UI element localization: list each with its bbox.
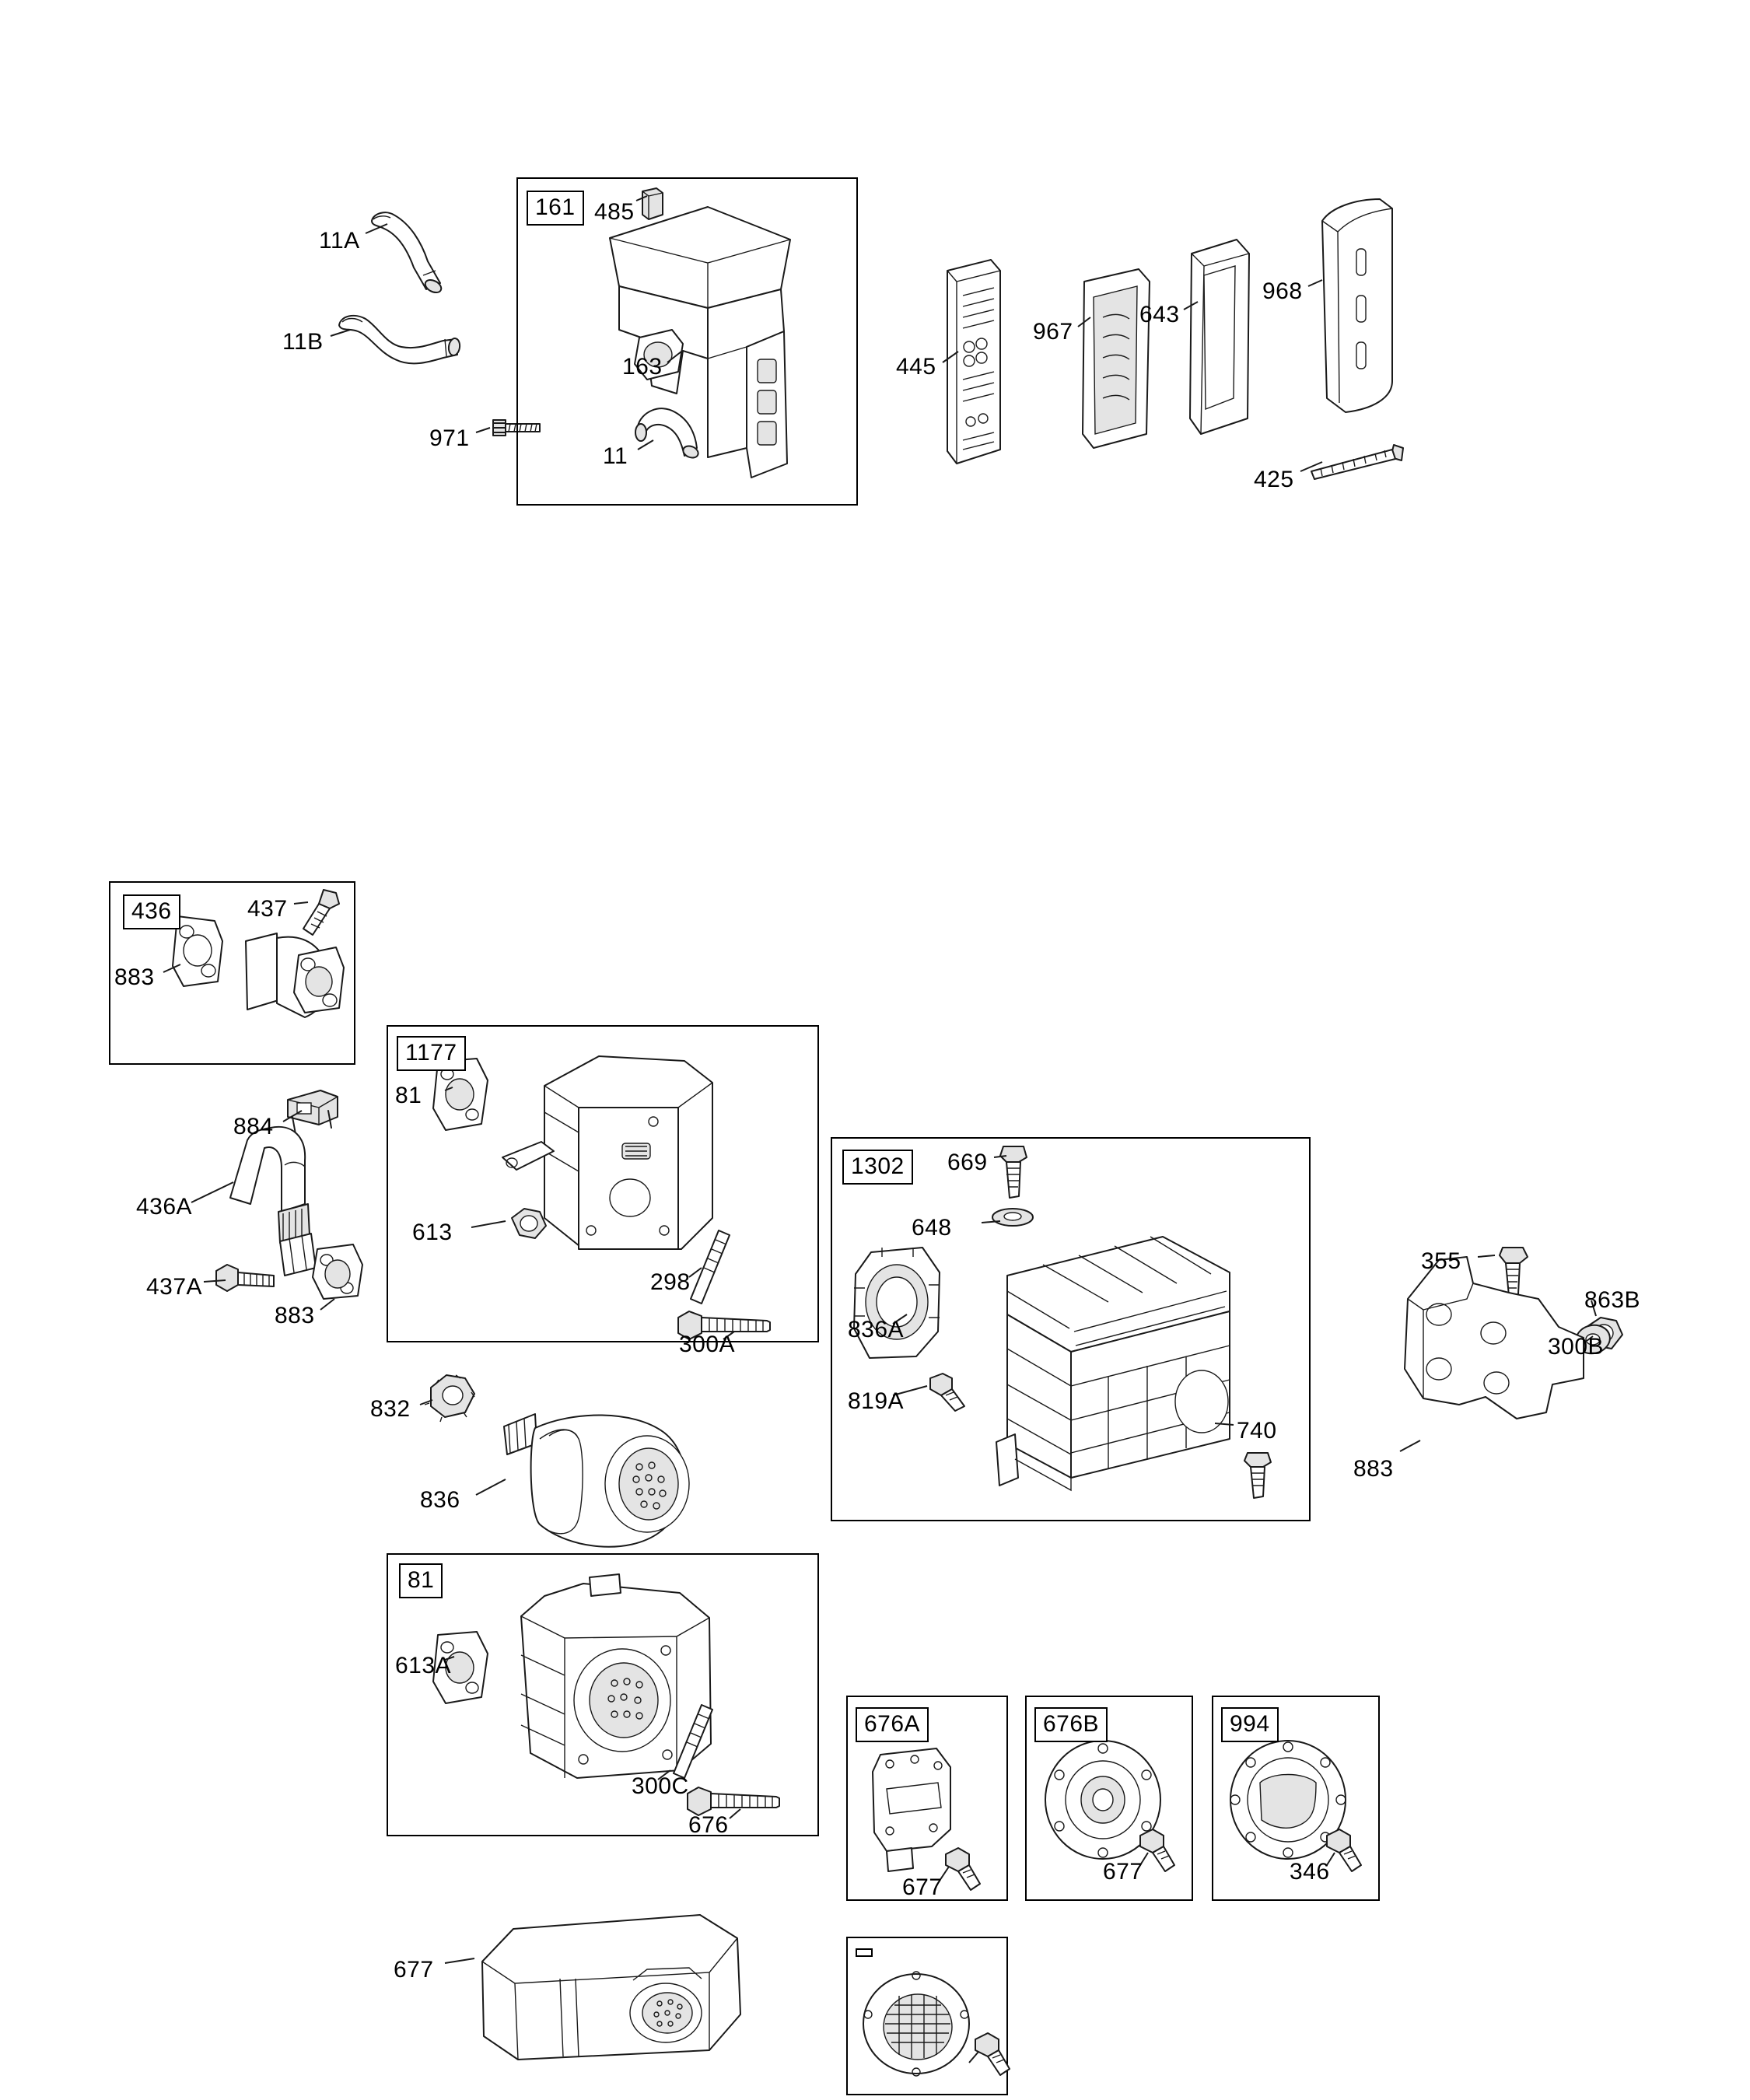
- group-label-300: 1177: [397, 1036, 466, 1071]
- part-437-bolt: [296, 887, 350, 941]
- callout-968: 968: [1262, 278, 1303, 304]
- part-836-screw-2: [1241, 1448, 1280, 1504]
- part-437a-bolt: [212, 1258, 282, 1305]
- callout-11a: 11A: [319, 228, 360, 254]
- part-863b-bracket: [1392, 1252, 1594, 1470]
- callout-485: 485: [594, 199, 635, 225]
- callout-1302: 648: [912, 1215, 952, 1241]
- callout-643: 643: [1139, 302, 1180, 327]
- part-300c-muffler: [467, 1898, 762, 2077]
- callout-967: 967: [1033, 319, 1073, 345]
- group-label-436: 436: [123, 894, 180, 929]
- callout-740: 863B: [1584, 1287, 1641, 1313]
- group-label-161: 161: [527, 191, 584, 226]
- part-445-screen: [940, 255, 1008, 473]
- callout-836: 669: [947, 1150, 988, 1175]
- callout-436a: 436A: [136, 1194, 193, 1220]
- callout-883-d: 613A: [395, 1653, 452, 1678]
- part-669-retainer: [848, 1241, 949, 1366]
- group-label-300b: 81: [399, 1563, 443, 1598]
- callout-883-a: 883: [114, 964, 155, 990]
- callout-81-a: 298: [650, 1269, 691, 1295]
- callout-863b: 883: [1353, 1456, 1394, 1482]
- group-label-676: 676A: [856, 1707, 929, 1742]
- callout-437a: 437A: [146, 1274, 203, 1300]
- callout-1177: 613: [412, 1220, 453, 1245]
- callout-355: 300B: [1548, 1334, 1605, 1360]
- callout-883-c: 81: [395, 1083, 422, 1108]
- part-161-blower-housing: [591, 191, 848, 495]
- callout-884: 884: [233, 1114, 274, 1139]
- part-81-stud: [684, 1226, 739, 1311]
- part-1177-nut: [506, 1204, 552, 1246]
- callout-677-a: 677: [902, 1874, 943, 1900]
- callout-677-b: 677: [1103, 1859, 1143, 1885]
- part-968-cover: [1311, 194, 1405, 420]
- callout-437: 437: [247, 896, 288, 922]
- part-648-screw: [926, 1369, 969, 1412]
- part-436-exhaust-elbow: [233, 926, 350, 1034]
- part-836a-air-cleaner-body: [968, 1221, 1264, 1501]
- callout-11: 11: [603, 443, 628, 469]
- callout-425: 425: [1254, 467, 1294, 492]
- callout-300a: 836: [420, 1487, 460, 1513]
- part-643-frame: [1181, 233, 1258, 443]
- part-967-filter: [1072, 263, 1157, 457]
- part-994-screen-cover: [856, 1968, 980, 2084]
- group-label-676a: 676B: [1034, 1707, 1108, 1742]
- callout-971: 971: [429, 425, 470, 451]
- part-300a-muffler: [464, 1392, 720, 1563]
- part-836-screw: [996, 1142, 1034, 1204]
- callout-836a: 740: [1237, 1418, 1277, 1444]
- group-label-994: [856, 1948, 873, 1957]
- group-label-676b: 994: [1221, 1707, 1279, 1742]
- part-11b-hose: [334, 310, 467, 380]
- part-677-screw-a: [941, 1845, 985, 1893]
- part-425-long-screw: [1307, 440, 1408, 479]
- callout-613a: 676: [688, 1812, 729, 1838]
- callout-445: 445: [896, 354, 936, 380]
- callout-819a: 355: [1421, 1248, 1461, 1274]
- callout-648: 819A: [848, 1388, 905, 1414]
- callout-163: 163: [622, 354, 663, 380]
- callout-81-b: 300C: [632, 1773, 689, 1799]
- group-label-832: 1302: [842, 1150, 913, 1185]
- part-346-screw: [971, 2030, 1014, 2078]
- callout-11b: 11B: [282, 329, 324, 355]
- callout-677-c: 346: [1290, 1859, 1330, 1885]
- callout-883-b: 883: [275, 1303, 315, 1328]
- callout-300c: 677: [394, 1957, 434, 1983]
- callout-613: 300A: [679, 1332, 736, 1357]
- part-11a-hose: [366, 208, 459, 294]
- callout-298: 832: [370, 1396, 411, 1422]
- callout-669: 836A: [848, 1317, 905, 1342]
